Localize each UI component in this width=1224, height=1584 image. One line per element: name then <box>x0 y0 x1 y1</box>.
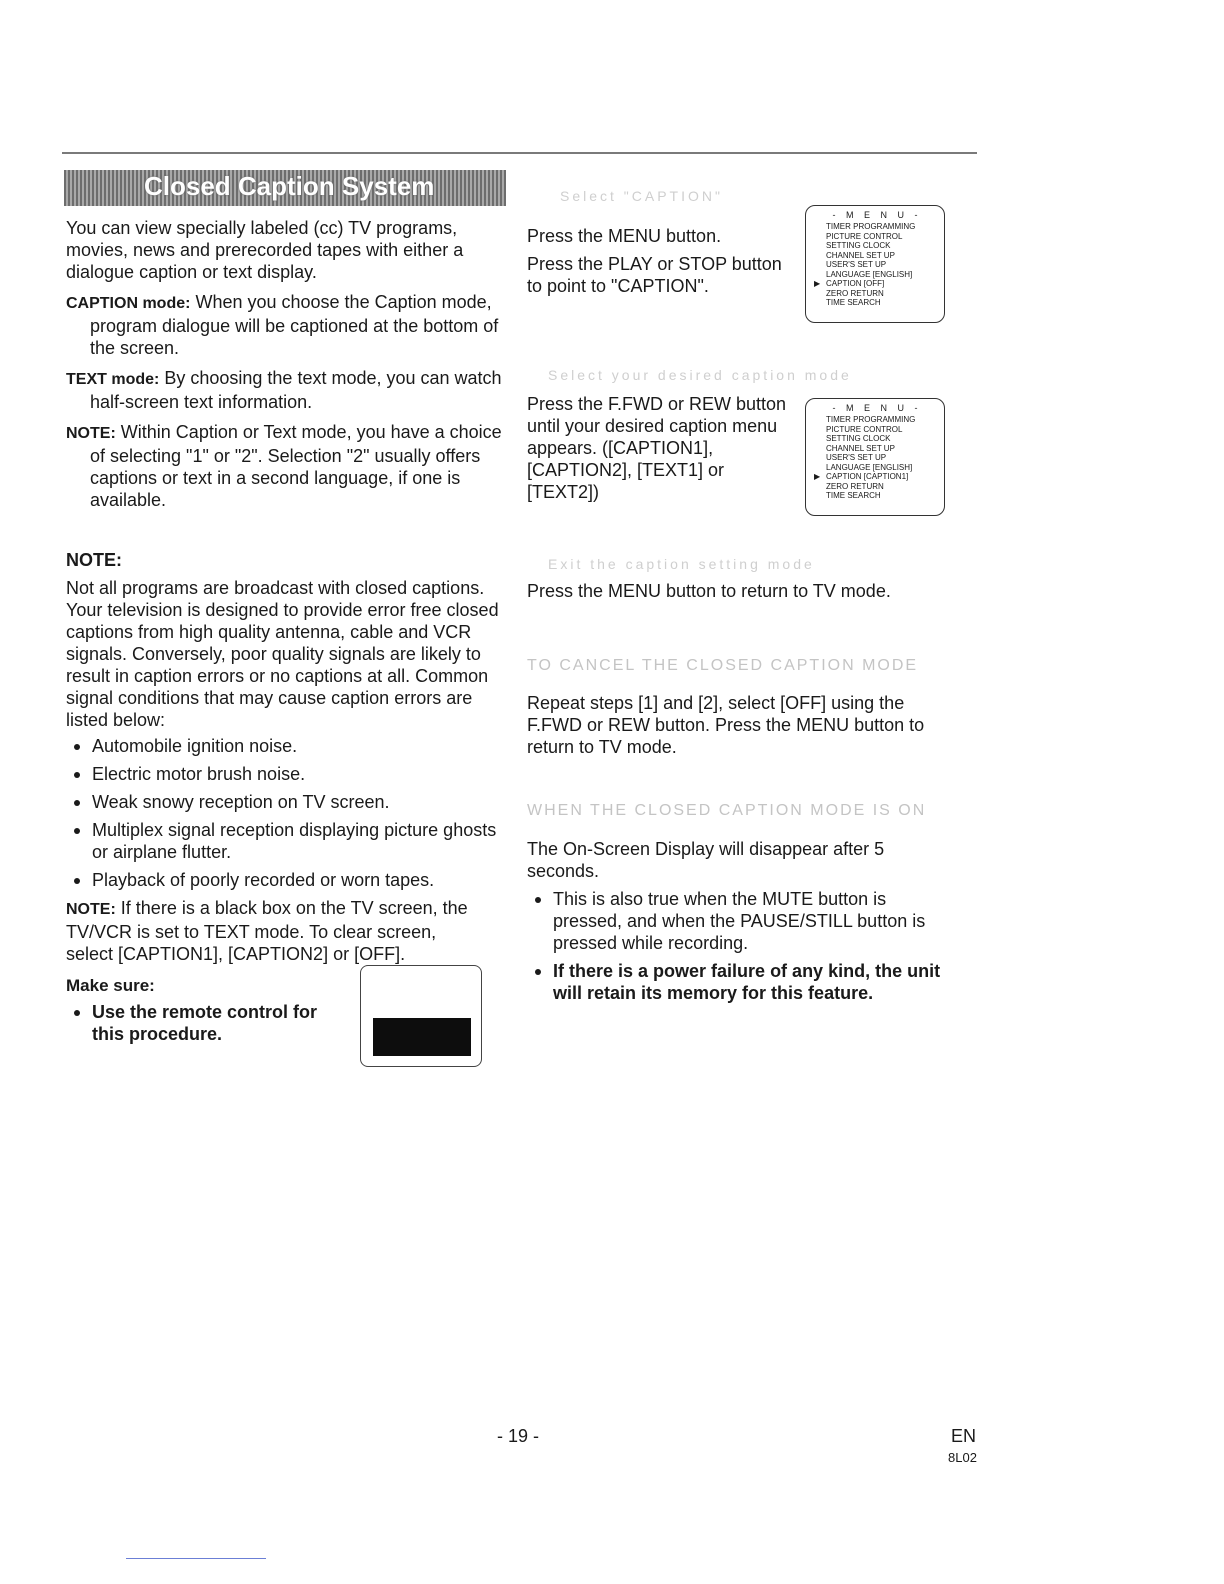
list-item: Electric motor brush noise. <box>66 763 506 785</box>
menu-item-selected: ▶ CAPTION [OFF] <box>814 279 885 288</box>
menu-item-selected: ▶ CAPTION [CAPTION1] <box>814 472 909 481</box>
black-box-note-text: If there is a black box on the TV screen, the TV/VCR is set to TEXT mode. To clear screen, select [CAPTION1], [CAPTION2] or [OFF]. <box>66 898 468 964</box>
bullet-icon <box>535 969 541 975</box>
selection-note-text: Within Caption or Text mode, you have a choice of selecting "1" or "2". Selection "2" usually offers captions or text in a second language, if one is available. <box>90 422 502 510</box>
step2-block <box>527 393 789 503</box>
when-on-heading: WHEN THE CLOSED CAPTION MODE IS ON <box>527 802 927 819</box>
caption-error-conditions <box>66 735 506 891</box>
menu-item: PICTURE CONTROL <box>826 231 903 241</box>
cursor-arrow-icon: ▶ <box>814 472 821 481</box>
menu-list <box>816 415 938 501</box>
cursor-arrow-icon: ▶ <box>814 279 821 288</box>
step3-text: Press the MENU button to return to TV mode. <box>527 581 891 601</box>
black-box-note <box>66 897 486 965</box>
menu-item: TIME SEARCH <box>826 491 881 500</box>
menu-item: CHANNEL SET UP <box>826 443 895 453</box>
text-mode-label: TEXT mode: <box>66 371 160 388</box>
menu-item: SETTING CLOCK <box>826 434 891 443</box>
bullet-icon <box>74 1010 80 1016</box>
bullet-icon <box>535 897 541 903</box>
list-item: If there is a power failure of any kind, the unit will retain its memory for this feature. <box>527 960 952 1004</box>
menu-item: ZERO RETURN <box>826 481 884 491</box>
caption-mode-label: CAPTION mode: <box>66 295 191 312</box>
make-sure-list <box>66 1001 336 1045</box>
menu-title: - M E N U - <box>832 403 922 413</box>
list-item: Use the remote control for this procedure. <box>66 1001 336 1045</box>
step1-line1: Press the MENU button. <box>527 226 722 246</box>
bottom-rule <box>126 1558 266 1559</box>
step1-heading: Select "CAPTION" <box>560 188 723 204</box>
caption-mode-paragraph <box>66 291 506 359</box>
menu-item: PICTURE CONTROL <box>826 424 903 434</box>
bullet-icon <box>74 800 80 806</box>
menu-item: TIME SEARCH <box>826 298 881 307</box>
menu-screen-2 <box>805 398 945 516</box>
menu-item: LANGUAGE [ENGLISH] <box>826 462 913 472</box>
menu-item: TIMER PROGRAMMING <box>826 222 916 231</box>
menu-item: ZERO RETURN <box>826 288 884 298</box>
bullet-icon <box>74 744 80 750</box>
list-item: Weak snowy reception on TV screen. <box>66 791 506 813</box>
caption-mode-text: When you choose the Caption mode, program dialogue will be captioned at the bottom of the screen. <box>90 292 499 358</box>
section-title: Closed Caption System <box>144 171 435 201</box>
step1-block <box>527 225 787 297</box>
menu-list <box>816 222 938 308</box>
language-code: EN <box>951 1426 977 1446</box>
list-item: This is also true when the MUTE button is pressed, and when the PAUSE/STILL button is pressed while recording. <box>527 888 952 954</box>
top-rule <box>62 152 977 154</box>
menu-item: CHANNEL SET UP <box>826 250 895 260</box>
list-item: Playback of poorly recorded or worn tapes. <box>66 869 506 891</box>
tv-screen-illustration <box>360 965 482 1067</box>
menu-title: - M E N U - <box>832 210 922 220</box>
selection-note-label: NOTE: <box>66 425 116 442</box>
when-on-section <box>527 802 952 1010</box>
text-mode-text: By choosing the text mode, you can watch half-screen text information. <box>90 368 502 412</box>
note-heading: NOTE: <box>66 550 122 570</box>
step2-text: Press the F.FWD or REW button until your desired caption menu appears. ([CAPTION1], [CAPTION2], [TEXT1] or [TEXT2]) <box>527 394 787 502</box>
text-mode-paragraph <box>66 367 506 413</box>
selection-note-paragraph <box>66 421 506 511</box>
step3-heading: Exit the caption setting mode <box>548 556 815 572</box>
left-column <box>66 217 506 1051</box>
document-code: 8L02 <box>948 1450 977 1465</box>
list-item: Automobile ignition noise. <box>66 735 506 757</box>
menu-item: TIMER PROGRAMMING <box>826 415 916 424</box>
cancel-text: Repeat steps [1] and [2], select [OFF] using the F.FWD or REW button. Press the MENU button to return to TV mode. <box>527 693 925 757</box>
black-box-note-label: NOTE: <box>66 901 116 918</box>
note-body: Not all programs are broadcast with closed captions. Your television is designed to provide error free closed captions from high quality antenna, cable and VCR signals. Conversely, poor quality signals are likely to result in caption errors or no captions at all. Common signal conditions that may cause caption errors are listed below: <box>66 578 499 730</box>
bullet-icon <box>74 878 80 884</box>
menu-item: SETTING CLOCK <box>826 241 891 250</box>
page-number: - 19 - <box>497 1426 540 1446</box>
menu-item: USER'S SET UP <box>826 453 887 462</box>
list-item: Multiplex signal reception displaying picture ghosts or airplane flutter. <box>66 819 506 863</box>
intro-text: You can view specially labeled (cc) TV programs, movies, news and prerecorded tapes with either a dialogue caption or text display. <box>66 218 464 282</box>
when-on-list <box>527 888 952 1004</box>
cancel-heading: TO CANCEL THE CLOSED CAPTION MODE <box>527 657 919 674</box>
black-text-box <box>373 1018 471 1056</box>
menu-screen-1 <box>805 205 945 323</box>
menu-item: LANGUAGE [ENGLISH] <box>826 269 913 279</box>
bullet-icon <box>74 828 80 834</box>
make-sure-label: Make sure: <box>66 976 155 995</box>
step2-heading: Select your desired caption mode <box>548 367 852 383</box>
step1-line2: Press the PLAY or STOP button to point to "CAPTION". <box>527 254 782 296</box>
menu-item: USER'S SET UP <box>826 260 887 269</box>
section-banner <box>64 170 506 206</box>
bullet-icon <box>74 772 80 778</box>
when-on-text: The On-Screen Display will disappear after 5 seconds. <box>527 839 885 881</box>
